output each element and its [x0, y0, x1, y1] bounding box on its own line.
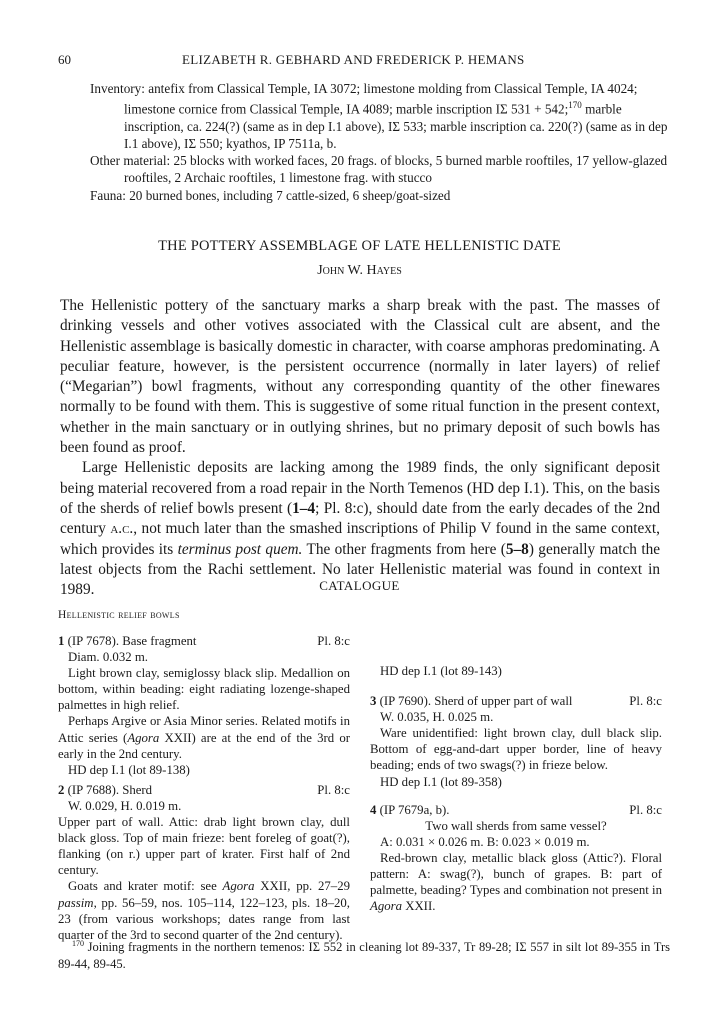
- entry-heading: 3 (IP 7690). Sherd of upper part of wall Pl. 8:c: [370, 694, 662, 709]
- inventory-line: [90, 80, 670, 152]
- entry-number: 2: [58, 782, 65, 797]
- entry-dims: Diam. 0.032 m.: [68, 650, 148, 665]
- entry-dims: W. 0.029, H. 0.019 m.: [68, 798, 182, 813]
- body-text: [60, 296, 660, 600]
- inventory-text-2: marble inscription, ca. 224(?) (same as in dep I.1 above), IΣ 533; marble inscription ca. 220(?) (same as in dep I.1 above), IΣ 550; kyathos, IP 7511a, b.: [124, 101, 668, 151]
- section-title: THE POTTERY ASSEMBLAGE OF LATE HELLENISTIC DATE: [158, 238, 561, 254]
- catalogue-entry: [370, 693, 662, 790]
- running-head: ELIZABETH R. GEBHARD AND FREDERICK P. HEMANS: [182, 52, 525, 67]
- other-material-label: Other material:: [90, 153, 171, 169]
- entry-note: Goats and krater motif: see Agora XXII, pp. 27–29 passim, pp. 56–59, nos. 105–114, 122–123, pls. 18–20, 23 (from various workshops; dates range from last quarter of the 3rd to second quarter of the 2nd century).: [58, 879, 350, 942]
- entry-desc: Light brown clay, semiglossy black slip. Medallion on bottom, within beading: eight radiating lozenge-shaped palmettes in high relief.: [58, 666, 350, 713]
- footnote-ref: 170: [568, 100, 582, 111]
- catalogue-column-right: [370, 633, 662, 914]
- catalogue-ref: 1–4: [292, 499, 316, 517]
- plate-ref: Pl. 8:c: [317, 634, 350, 648]
- catalogue-entry: [370, 802, 662, 915]
- footnote-text: Joining fragments in the northern temenos: IΣ 552 in cleaning lot 89-337, Tr 89-28; IΣ 557 in silt lot 89-355 in Trs 89-44, 89-45.: [58, 940, 671, 971]
- entry-deposit: HD dep I.1 (lot 89-358): [380, 774, 502, 789]
- entry-desc: Upper part of wall. Attic: drab light brown clay, dull black gloss. Top of main frieze: bent foreleg of goat(?), flanking (on r.) upper part of krater. First half of 2nd century.: [58, 815, 350, 878]
- italic-term: terminus post quem.: [177, 540, 303, 558]
- fauna-line: [90, 187, 670, 204]
- entry-number: 4: [370, 802, 377, 817]
- other-material-line: [90, 152, 670, 186]
- inventory-text-1: antefix from Classical Temple, IA 3072; limestone molding from Classical Temple, IA 4024; limestone cornice from Classical Temple, IA 4089; marble inscription IΣ 531 + 542;: [124, 81, 638, 117]
- catalogue-entry-continued: [370, 663, 662, 679]
- page-header: [58, 52, 683, 70]
- catalogue-entry: [58, 633, 350, 778]
- era-abbrev: a.c.: [110, 520, 134, 538]
- entry-subtitle: Two wall sherds from same vessel?: [425, 818, 607, 833]
- entry-desc: Red-brown clay, metallic black gloss (Attic?). Floral pattern: A: swag(?), bunch of grapes. B: part of palmette, beading? Types and combination not present in Agora XXII.: [370, 850, 662, 914]
- catalogue-title: CATALOGUE: [319, 578, 400, 593]
- entry-note: Perhaps Argive or Asia Minor series. Related motifs in Attic series (Agora XXII) are at the end of the 3rd or early in the 2nd century.: [58, 714, 350, 761]
- body-paragraph-1: The Hellenistic pottery of the sanctuary marks a sharp break with the past. The masses of drinking vessels and other votives associated with the Classical cult are absent, and the Hellenistic assemblage is basically domestic in character, with coarse amphoras predominating. A peculiar feature, however, is the persistent occurrence (normally in later layers) of relief (“Megarian”) bowl fragments, without any corresponding quantity of the other finewares normally to be found with them. This is suggestive of some ritual function in the present context, whether in the main sanctuary or in outlying shrines, but no primary deposit of such bowls has been found as proof.: [60, 297, 660, 457]
- catalogue-subhead: Hellenistic relief bowls: [58, 609, 180, 621]
- section-author: John W. Hayes: [317, 263, 402, 278]
- body-paragraph-2: Large Hellenistic deposits are lacking among the 1989 finds, the only significant deposit being material recovered from a road repair in the North Temenos (HD dep I.1). This, on the basis of the sherds of relief bowls present (1–4; Pl. 8:c), should date from the early decades of the 2nd century a.c., not much later than the smashed inscriptions of Philip V found in the same context, which provides its terminus post quem. The other fragments from here (5–8) generally match the latest objects from the Rachi settlement. No later Hellenistic material was found in context in 1989.: [60, 459, 661, 599]
- plate-ref: Pl. 8:c: [629, 802, 662, 817]
- entry-desc: Ware unidentified: light brown clay, dull black slip. Bottom of egg-and-dart upper border, line of heavy beading; ends of two swags(?) in frieze below.: [370, 726, 662, 773]
- entry-number: 1: [58, 634, 65, 648]
- catalogue-ref: 5–8: [505, 540, 529, 558]
- footnote-number: 170: [72, 939, 84, 948]
- entry-heading: 4 (IP 7679a, b). Pl. 8:c: [370, 802, 662, 817]
- plate-ref: Pl. 8:c: [629, 694, 662, 709]
- entry-deposit: HD dep I.1 (lot 89-138): [68, 762, 190, 777]
- fauna-label: Fauna:: [90, 187, 126, 203]
- entry-heading: 2 (IP 7688). Sherd Pl. 8:c: [58, 782, 350, 797]
- entry-dims: W. 0.035, H. 0.025 m.: [380, 710, 494, 725]
- plate-ref: Pl. 8:c: [317, 782, 350, 797]
- entry-number: 3: [370, 694, 377, 709]
- fauna-text: 20 burned bones, including 7 cattle-sized, 6 sheep/goat-sized: [129, 187, 451, 203]
- other-material-text: 25 blocks with worked faces, 20 frags. of blocks, 5 burned marble rooftiles, 17 yellow-glazed rooftiles, 2 Archaic rooftiles, 1 limestone frag. with stucco: [124, 153, 668, 186]
- inventory-block: [90, 80, 670, 204]
- entry-heading: 1 (IP 7678). Base fragment Pl. 8:c: [58, 634, 350, 648]
- page-number: 60: [58, 52, 71, 67]
- inventory-label: Inventory:: [90, 81, 145, 96]
- entry-dims: A: 0.031 × 0.026 m. B: 0.023 × 0.019 m.: [380, 834, 590, 849]
- entry-deposit: HD dep I.1 (lot 89-143): [380, 664, 502, 678]
- catalogue-entry: [58, 782, 350, 943]
- footnote: [58, 936, 670, 972]
- catalogue-column-left: [58, 633, 350, 943]
